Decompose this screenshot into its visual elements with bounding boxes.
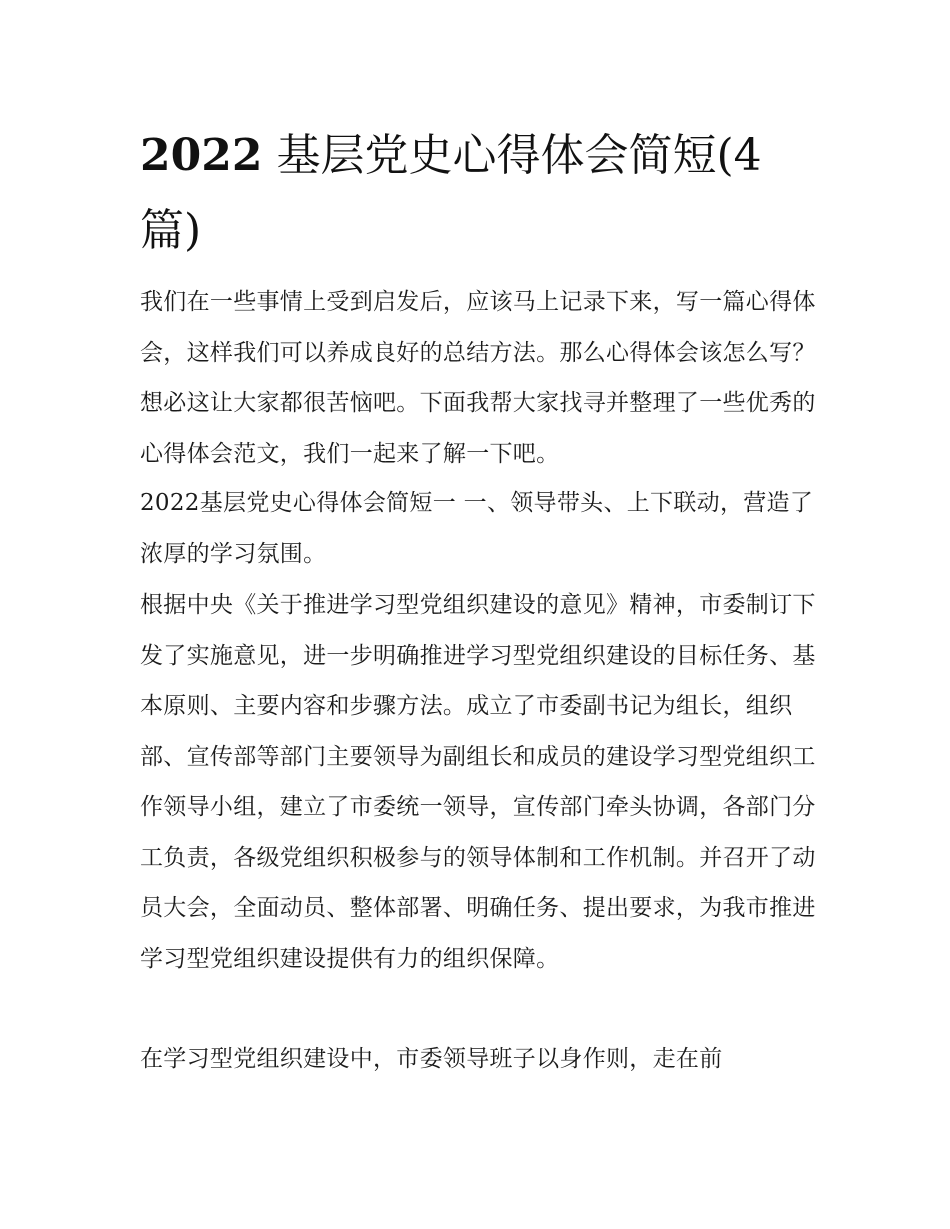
body-paragraph: 根据中央《关于推进学习型党组织建设的意见》精神，市委制订下发了实施意见，进一步明确推进学习型党组织建设的目标任务、基本原则、主要内容和步骤方法。成立了市委副书记为组长，组织部、宣传部等部门主要领导为副组长和成员的建设学习型党组织工作领导小组，建立了市委统一领导，宣传部门牵头协调，各部门分工负责，各级党组织积极参与的领导体制和工作机制。并召开了动员大会，全面动员、整体部署、明确任务、提出要求，为我市推进学习型党组织建设提供有力的组织保障。 xyxy=(140,592,816,972)
title-year: 2022 xyxy=(140,130,263,181)
section-heading-paragraph: 2022基层党史心得体会简短一 一、领导带头、上下联动，营造了浓厚的学习氛围。 xyxy=(140,490,814,567)
document-title xyxy=(140,118,820,268)
body-paragraph-continued: 在学习型党组织建设中，市委领导班子以身作则，走在前 xyxy=(140,1046,723,1072)
intro-paragraph: 我们在一些事情上受到启发后，应该马上记录下来，写一篇心得体会，这样我们可以养成良好的总结方法。那么心得体会该怎么写？想必这让大家都很苦恼吧。下面我帮大家找寻并整理了一些优秀的心得体会范文，我们一起来了解一下吧。 xyxy=(140,289,816,467)
title-text: 基层党史心得体会简短(4篇) xyxy=(140,130,762,256)
